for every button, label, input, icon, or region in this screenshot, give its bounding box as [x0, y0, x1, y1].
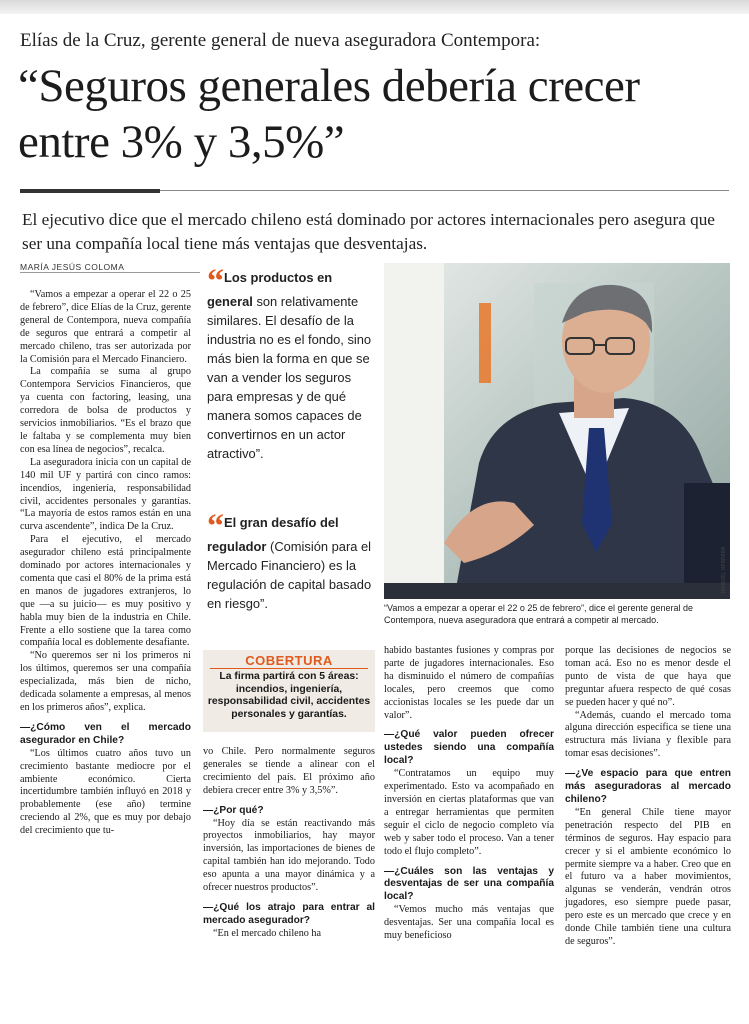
- paragraph: “Hoy día se están reactivando más proyectos inmobiliarios, hay mayor inversión, las importaciones de bienes de capital también han ido mejorando. Todo eso apunta a una mayor dinámica y a ofrecer nuestros productos”.: [203, 817, 375, 894]
- quote-mark-icon: “: [207, 508, 220, 545]
- photo-caption: “Vamos a empezar a operar el 22 o 25 de febrero”, dice el gerente general de Contempora, nueva aseguradora que entrará a competir al mercado.: [384, 603, 694, 625]
- portrait-illustration: [384, 263, 730, 599]
- byline: MARÍA JESÚS COLOMA: [20, 262, 125, 272]
- paragraph: “En general Chile tiene mayor penetración respecto del PIB en términos de seguros. Hay espacio para crecer y si el ambiente económico lo permite siempre va a haber. Creo que en el futuro va a haber movimientos, algunas se venderán, vendrán otros jugadores, eso siempre puede pasar, pero este es un mercado que crece y en donde Chile también tiene una cultura de seguros”.: [565, 806, 731, 947]
- paragraph: La aseguradora inicia con un capital de 140 mil UF y partirá con cinco ramos: incendios, ingeniería, responsabilidad civil, accidentes personales y garantías. “La mayoría de estos ramos están en una curva ascendente”, indica De la Cruz.: [20, 456, 191, 533]
- paragraph: Para el ejecutivo, el mercado asegurador chileno está principalmente dominado por actores internacionales y comenta que casi el 80% de la prima está en manos de jugadores extranjeros, lo que —a su juicio— es muy positivo y habla muy bien de la industria en Chile. Frente a ello sostiene que la tarea como compañía local es doblemente desafiante.: [20, 534, 191, 649]
- column-3: [384, 645, 554, 943]
- paragraph: “Además, cuando el mercado toma alguna dirección específica se tiene una estructura más liviana y flexible para tomar esas decisiones”.: [565, 709, 731, 760]
- article-deck: El ejecutivo dice que el mercado chileno está dominado por actores internacionales pero asegura que ser una compañía local tiene más ventajas que desventajas.: [22, 210, 715, 253]
- pull-quote-lead: Los productos en general: [207, 270, 333, 309]
- interview-question: — ¿Ve espacio para que entren más aseguradoras al mercado chileno?: [565, 768, 731, 807]
- pull-quote-lead: El gran desafío del regulador: [207, 515, 339, 554]
- column-2: [203, 746, 375, 941]
- pull-quote-text: son relativamente similares. El desafío de la industria no es el fondo, sino más bien la forma en que se van a vender los seguros para empresas y de qué manera somos capaces de convertirnos en un actor atractivo”.: [207, 294, 372, 461]
- article-headline: “Seguros generales debería crecer entre 3% y 3,5%”: [18, 60, 640, 168]
- paragraph: “Vemos mucho más ventajas que desventajas. Ser una compañía local es muy beneficioso: [384, 904, 554, 942]
- column-4: [565, 645, 731, 949]
- sidebar-box-title: COBERTURA: [245, 653, 333, 668]
- pull-quote-2: [207, 508, 375, 613]
- interview-question: — ¿Cuáles son las ventajas y desventajas de ser una compañía local?: [384, 866, 554, 905]
- article-kicker: Elías de la Cruz, gerente general de nueva aseguradora Contempora:: [20, 30, 541, 51]
- paragraph: “Contratamos un equipo muy experimentado. Esto va acompañado en inversión en ciertas plataformas que van a entregar herramientas que permiten seguir el ciclo de negocio completo vía web y saber todo el proceso. Van a tener todo el flujo completo”.: [384, 768, 554, 857]
- pull-quote-text: (Comisión para el Mercado Financiero) es la regulación de capital basado en riesgo”.: [207, 539, 372, 611]
- executive-photo: [384, 263, 730, 599]
- column-1: [20, 289, 191, 838]
- interview-question: — ¿Qué valor pueden ofrecer ustedes siendo una compañía local?: [384, 729, 554, 768]
- paragraph: La compañía se suma al grupo Contempora Servicios Financieros, que ya cuenta con factoring, leasing, una corredora de bolsa de productos y servicios inmobiliarios. “Es el brazo que le faltaba y se complementa muy bien con esa línea de negocios”, recalca.: [20, 366, 191, 455]
- paragraph: “Los últimos cuatro años tuvo un crecimiento bastante mediocre por el ambiente económico. Cierta incertidumbre también influyó en 2018 y probablemente (ese año) termine creciendo al 2%, que es muy por debajo del crecimiento que tu-: [20, 747, 191, 837]
- sidebar-box-body: La firma partirá con 5 áreas: incendios, ingeniería, responsabilidad civil, accidentes personales y garantías.: [207, 671, 371, 720]
- divider-accent: [20, 189, 160, 193]
- interview-question: — ¿Qué los atrajo para entrar al mercado asegurador?: [203, 902, 375, 928]
- sidebar-box-rule: [210, 668, 368, 669]
- page-top-strip: [0, 0, 749, 14]
- paragraph: “En el mercado chileno ha: [213, 927, 322, 939]
- paragraph: vo Chile. Pero normalmente seguros generales se tiende a alinear con el crecimiento del país. El próximo año debiera crecer entre 3% y 3,5%”.: [203, 746, 375, 796]
- paragraph: “No queremos ser ni los primeros ni los últimos, queremos ser una compañía especializada, más bien de nicho, dedicada solamente a empresas, al menos en los primeros años”, explica.: [20, 650, 191, 713]
- interview-question: — ¿Cómo ven el mercado asegurador en Chile?: [20, 722, 191, 748]
- pull-quote-1: [207, 263, 375, 463]
- paragraph: “Vamos a empezar a operar el 22 o 25 de febrero”, dice Elías de la Cruz, gerente general de Contempora, nueva compañía de seguros que entrará a competir al mercado chileno, tras ser autorizada por la Comisión para el Mercado Financiero.: [20, 289, 191, 365]
- photo-credit: MANUEL HERRERA: [721, 546, 727, 593]
- byline-rule: [20, 272, 200, 273]
- paragraph: porque las decisiones de negocios se toman acá. Eso no es menor desde el punto de vista de que haya que preguntar afuera respecto de qué cosas se pueden hacer y qué no”.: [565, 645, 731, 708]
- interview-question: — ¿Por qué?: [203, 805, 375, 818]
- quote-mark-icon: “: [207, 263, 220, 300]
- paragraph: habido bastantes fusiones y compras por parte de jugadores internacionales. Eso ha disminuido el número de compañías locales, pero creemos que como accionistas locales se les puede dar un valor”.: [384, 645, 554, 721]
